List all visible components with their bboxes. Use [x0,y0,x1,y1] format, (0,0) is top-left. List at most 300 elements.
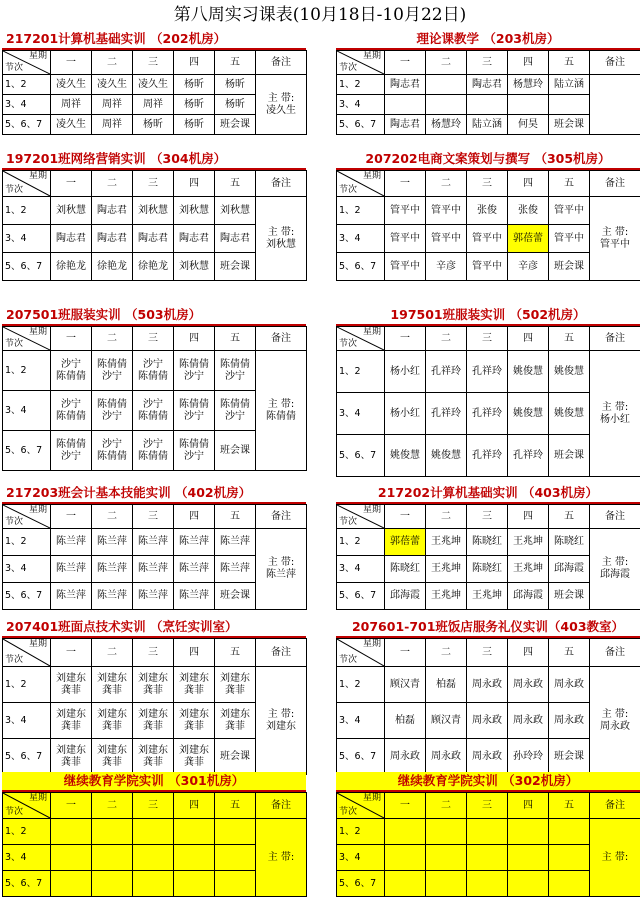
note-cell [256,529,307,610]
day-header: 五 [549,505,590,529]
period-cell: 3、4 [337,393,385,435]
teacher-cell: 周祥 [92,115,133,135]
teacher-cell: 顾汉青 [385,667,426,703]
teacher-name: 刘建东 [56,672,86,684]
teacher-cell [215,351,256,391]
teacher-cell: 陈兰萍 [133,529,174,556]
teacher-cell [51,431,92,471]
day-header: 三 [467,51,508,75]
teacher-name: 龚菲 [102,756,122,768]
teacher-cell [426,819,467,845]
diagonal-header-cell [3,639,51,667]
note-text: 主 带: [601,226,629,238]
day-header: 四 [174,171,215,197]
teacher-cell: 辛彦 [508,253,549,281]
period-cell: 1、2 [3,197,51,225]
teacher-cell: 陈晓红 [385,556,426,583]
day-header: 三 [133,505,174,529]
diagonal-header-cell [337,327,385,351]
teacher-cell [51,871,92,897]
week-label: 星期 [362,505,381,515]
diagonal-header-cell [3,171,51,197]
teacher-name: 陈倩倩 [138,450,168,462]
teacher-name: 陈倩倩 [179,398,209,410]
teacher-cell [467,845,508,871]
schedule-table [2,638,307,775]
teacher-cell: 柏磊 [385,703,426,739]
day-header: 一 [51,327,92,351]
teacher-cell [215,845,256,871]
teacher-cell: 管平中 [426,225,467,253]
teacher-cell: 孔祥玲 [426,351,467,393]
teacher-cell: 杨昕 [215,75,256,95]
teacher-name: 刘建东 [97,672,127,684]
period-cell: 3、4 [3,556,51,583]
period-row [337,819,640,845]
period-cell: 5、6、7 [3,871,51,897]
teacher-cell: 顾汉青 [426,703,467,739]
header-row [337,327,640,351]
teacher-name: 陈倩倩 [179,358,209,370]
teacher-cell [215,391,256,431]
period-row [337,197,640,225]
block-title: 207202电商文案策划与撰写 （305机房） [336,150,640,170]
teacher-cell: 邱海霞 [385,583,426,610]
day-header: 五 [215,639,256,667]
teacher-cell [133,667,174,703]
teacher-cell [508,845,549,871]
period-cell: 5、6、7 [3,431,51,471]
teacher-cell [467,871,508,897]
week-label: 星期 [28,327,47,337]
period-cell: 5、6、7 [337,871,385,897]
teacher-name: 龚菲 [225,684,245,696]
block-title: 207501班服装实训 （503机房） [2,306,306,326]
day-header: 二 [92,793,133,819]
teacher-name: 刘建东 [56,708,86,720]
period-row [3,197,307,225]
period-cell: 3、4 [337,703,385,739]
teacher-cell: 刘秋慧 [51,197,92,225]
teacher-cell: 刘秋慧 [174,253,215,281]
teacher-cell [174,739,215,775]
note-header: 备注 [590,793,640,819]
teacher-cell [174,431,215,471]
period-label: 节次 [5,339,24,349]
note-text: 凌久生 [266,104,296,116]
teacher-name: 龚菲 [184,720,204,732]
period-cell: 1、2 [3,351,51,391]
header-row [3,51,307,75]
teacher-cell: 陈晓红 [467,529,508,556]
teacher-cell: 杨小红 [385,351,426,393]
teacher-name: 陈倩倩 [179,438,209,450]
teacher-cell [133,739,174,775]
period-label: 节次 [339,63,358,73]
teacher-cell: 陈兰萍 [51,556,92,583]
day-header: 四 [174,327,215,351]
teacher-cell: 班会课 [549,253,590,281]
note-cell [590,667,640,775]
teacher-name: 沙宁 [225,410,245,422]
teacher-cell [508,95,549,115]
day-header: 二 [426,639,467,667]
teacher-name: 龚菲 [102,684,122,696]
note-cell [256,667,307,775]
period-cell: 5、6、7 [3,583,51,610]
period-cell: 1、2 [337,819,385,845]
teacher-cell [385,819,426,845]
teacher-cell: 徐艳龙 [51,253,92,281]
teacher-cell: 周永政 [549,703,590,739]
teacher-cell: 姚俊慧 [508,351,549,393]
note-text: 刘秋慧 [266,238,296,250]
teacher-cell: 陈兰萍 [51,583,92,610]
day-header: 一 [385,793,426,819]
diagonal-header-cell [337,505,385,529]
week-label: 星期 [362,639,381,649]
teacher-cell [549,871,590,897]
teacher-cell [385,871,426,897]
note-text: 主 带: [267,226,295,238]
teacher-cell [51,351,92,391]
teacher-name: 刘建东 [220,708,250,720]
schedule-block [2,306,306,471]
teacher-cell [385,845,426,871]
teacher-cell [508,819,549,845]
teacher-cell: 杨慧玲 [508,75,549,95]
teacher-cell [92,871,133,897]
teacher-cell [92,703,133,739]
period-label: 节次 [5,63,24,73]
day-header: 二 [92,639,133,667]
day-header: 二 [92,51,133,75]
diagonal-header-cell [3,793,51,819]
schedule-block [336,306,640,477]
period-cell: 3、4 [3,845,51,871]
teacher-cell [385,95,426,115]
day-header: 四 [508,505,549,529]
note-header: 备注 [590,171,640,197]
teacher-cell: 姚俊慧 [549,351,590,393]
period-cell: 3、4 [337,225,385,253]
note-text: 主 带: [601,708,629,720]
teacher-name: 沙宁 [102,438,122,450]
teacher-cell: 杨昕 [215,95,256,115]
teacher-cell: 周永政 [508,703,549,739]
teacher-name: 刘建东 [220,672,250,684]
teacher-cell [174,871,215,897]
day-header: 三 [133,171,174,197]
teacher-cell: 陶志君 [51,225,92,253]
teacher-cell: 陶志君 [215,225,256,253]
teacher-cell [549,819,590,845]
teacher-cell: 张俊 [508,197,549,225]
day-header: 一 [51,171,92,197]
note-cell [256,351,307,471]
teacher-cell: 管平中 [426,197,467,225]
note-text: 管平中 [600,238,630,250]
note-text: 主 带: [267,398,295,410]
day-header: 五 [549,639,590,667]
note-cell [590,819,640,897]
teacher-cell [174,351,215,391]
teacher-cell [92,431,133,471]
teacher-cell: 管平中 [385,225,426,253]
week-label: 星期 [28,639,47,649]
period-cell: 1、2 [337,197,385,225]
period-cell: 5、6、7 [3,253,51,281]
teacher-cell: 周祥 [92,95,133,115]
day-header: 五 [549,171,590,197]
teacher-name: 刘建东 [138,708,168,720]
block-title: 217202计算机基础实训 （403机房） [336,484,640,504]
week-label: 星期 [362,327,381,337]
schedule-table [2,50,307,135]
teacher-cell [467,819,508,845]
header-row [3,327,307,351]
block-title: 217203班会计基本技能实训 （402机房） [2,484,306,504]
header-row [337,639,640,667]
teacher-name: 陈倩倩 [97,398,127,410]
teacher-cell: 凌久生 [133,75,174,95]
header-row [3,639,307,667]
teacher-cell: 陈兰萍 [51,529,92,556]
period-cell: 3、4 [337,556,385,583]
teacher-cell: 班会课 [215,115,256,135]
teacher-cell: 陈兰萍 [92,583,133,610]
teacher-cell: 刘秋慧 [133,197,174,225]
teacher-name: 龚菲 [225,720,245,732]
teacher-name: 陈倩倩 [56,410,86,422]
period-cell: 1、2 [3,75,51,95]
day-header: 二 [92,505,133,529]
teacher-cell: 张俊 [467,197,508,225]
schedule-block [2,30,306,135]
week-label: 星期 [28,51,47,61]
diagonal-header-cell [337,51,385,75]
teacher-cell [133,871,174,897]
schedule-block [2,772,306,897]
teacher-cell: 班会课 [215,253,256,281]
teacher-cell [133,351,174,391]
schedule-block [2,484,306,610]
schedule-table [336,504,640,610]
day-header: 三 [467,639,508,667]
teacher-cell [215,819,256,845]
period-cell: 1、2 [3,819,51,845]
teacher-name: 沙宁 [102,370,122,382]
day-header: 四 [174,51,215,75]
teacher-cell: 王兆坤 [426,583,467,610]
teacher-name: 刘建东 [56,744,86,756]
teacher-cell [215,871,256,897]
teacher-cell [51,739,92,775]
schedule-table [2,504,307,610]
day-header: 五 [215,505,256,529]
teacher-cell: 管平中 [467,225,508,253]
teacher-cell: 班会课 [549,435,590,477]
day-header: 五 [215,171,256,197]
period-row [337,75,640,95]
note-text: 陈兰萍 [266,569,296,580]
note-header: 备注 [590,639,640,667]
note-text: 刘建东 [266,720,296,732]
day-header: 一 [385,51,426,75]
teacher-name: 沙宁 [184,370,204,382]
schedule-block [336,30,640,135]
note-header: 备注 [256,793,307,819]
teacher-cell: 陈兰萍 [174,556,215,583]
schedule-table [336,50,640,135]
header-row [3,505,307,529]
schedule-table [2,170,307,281]
period-cell: 3、4 [3,95,51,115]
period-cell: 1、2 [3,529,51,556]
teacher-cell: 管平中 [549,225,590,253]
period-label: 节次 [339,807,358,817]
note-cell [590,75,640,135]
teacher-cell [133,431,174,471]
teacher-cell [51,845,92,871]
teacher-name: 陈倩倩 [97,450,127,462]
teacher-name: 陈倩倩 [138,370,168,382]
teacher-name: 陈倩倩 [56,438,86,450]
teacher-cell: 班会课 [215,431,256,471]
note-header: 备注 [256,327,307,351]
schedule-table [2,326,307,471]
period-cell: 5、6、7 [337,253,385,281]
note-header: 备注 [256,51,307,75]
schedule-table [336,326,640,477]
schedule-table [2,792,307,897]
day-header: 四 [508,327,549,351]
period-row [3,75,307,95]
schedule-table [336,170,640,281]
note-text: 主 带: [601,401,629,413]
teacher-cell [133,819,174,845]
teacher-cell: 周祥 [133,95,174,115]
period-cell: 3、4 [3,391,51,431]
teacher-cell: 周永政 [467,739,508,775]
teacher-cell: 周永政 [385,739,426,775]
note-header: 备注 [256,171,307,197]
teacher-cell: 陈兰萍 [92,556,133,583]
teacher-cell: 班会课 [215,583,256,610]
day-header: 二 [426,505,467,529]
day-header: 四 [508,639,549,667]
day-header: 一 [385,639,426,667]
teacher-cell: 何昊 [508,115,549,135]
block-title: 217201计算机基础实训 （202机房） [2,30,306,50]
note-header: 备注 [590,505,640,529]
diagonal-header-cell [337,171,385,197]
teacher-name: 龚菲 [184,756,204,768]
period-row [337,351,640,393]
day-header: 三 [133,51,174,75]
teacher-name: 沙宁 [102,410,122,422]
teacher-name: 龚菲 [102,720,122,732]
teacher-cell: 陈兰萍 [174,529,215,556]
teacher-name: 龚菲 [143,720,163,732]
teacher-cell: 杨小红 [385,393,426,435]
teacher-cell [215,667,256,703]
teacher-cell: 邱海霞 [549,556,590,583]
teacher-name: 沙宁 [184,410,204,422]
diagonal-header-cell [337,793,385,819]
diagonal-header-cell [3,51,51,75]
period-label: 节次 [339,655,358,665]
note-cell [590,197,640,281]
day-header: 五 [215,51,256,75]
day-header: 四 [508,51,549,75]
teacher-cell: 管平中 [467,253,508,281]
note-cell [590,529,640,610]
day-header: 四 [174,639,215,667]
day-header: 四 [174,793,215,819]
teacher-name: 龚菲 [61,720,81,732]
teacher-name: 龚菲 [61,684,81,696]
teacher-cell [51,703,92,739]
teacher-cell: 孔祥玲 [426,393,467,435]
teacher-name: 沙宁 [61,398,81,410]
teacher-cell: 辛彦 [426,253,467,281]
teacher-cell: 陶志君 [467,75,508,95]
teacher-cell: 班会课 [549,739,590,775]
day-header: 一 [385,171,426,197]
teacher-cell: 班会课 [215,739,256,775]
teacher-cell: 管平中 [385,253,426,281]
teacher-cell [426,871,467,897]
teacher-name: 沙宁 [225,370,245,382]
week-label: 星期 [28,793,47,803]
teacher-cell: 杨昕 [174,115,215,135]
schedule-block [336,772,640,897]
teacher-cell: 周永政 [467,667,508,703]
teacher-name: 龚菲 [143,756,163,768]
teacher-cell: 郭蓓蕾 [508,225,549,253]
note-header: 备注 [590,51,640,75]
day-header: 五 [215,793,256,819]
note-header: 备注 [590,327,640,351]
teacher-cell: 邱海霞 [508,583,549,610]
week-label: 星期 [28,505,47,515]
day-header: 一 [51,639,92,667]
diagonal-header-cell [337,639,385,667]
teacher-cell [92,391,133,431]
teacher-cell [174,391,215,431]
header-row [337,171,640,197]
header-row [3,171,307,197]
day-header: 四 [508,793,549,819]
period-cell: 1、2 [337,529,385,556]
period-cell: 1、2 [337,667,385,703]
note-text: 主 带: [601,851,629,863]
day-header: 二 [426,327,467,351]
period-label: 节次 [5,807,24,817]
week-label: 星期 [362,51,381,61]
teacher-name: 龚菲 [61,756,81,768]
period-cell: 5、6、7 [3,739,51,775]
teacher-cell [133,391,174,431]
day-header: 四 [508,171,549,197]
teacher-cell: 陆立涵 [467,115,508,135]
teacher-cell [92,351,133,391]
teacher-cell [174,703,215,739]
day-header: 三 [133,639,174,667]
schedule-table [336,638,640,775]
teacher-cell: 柏磊 [426,667,467,703]
